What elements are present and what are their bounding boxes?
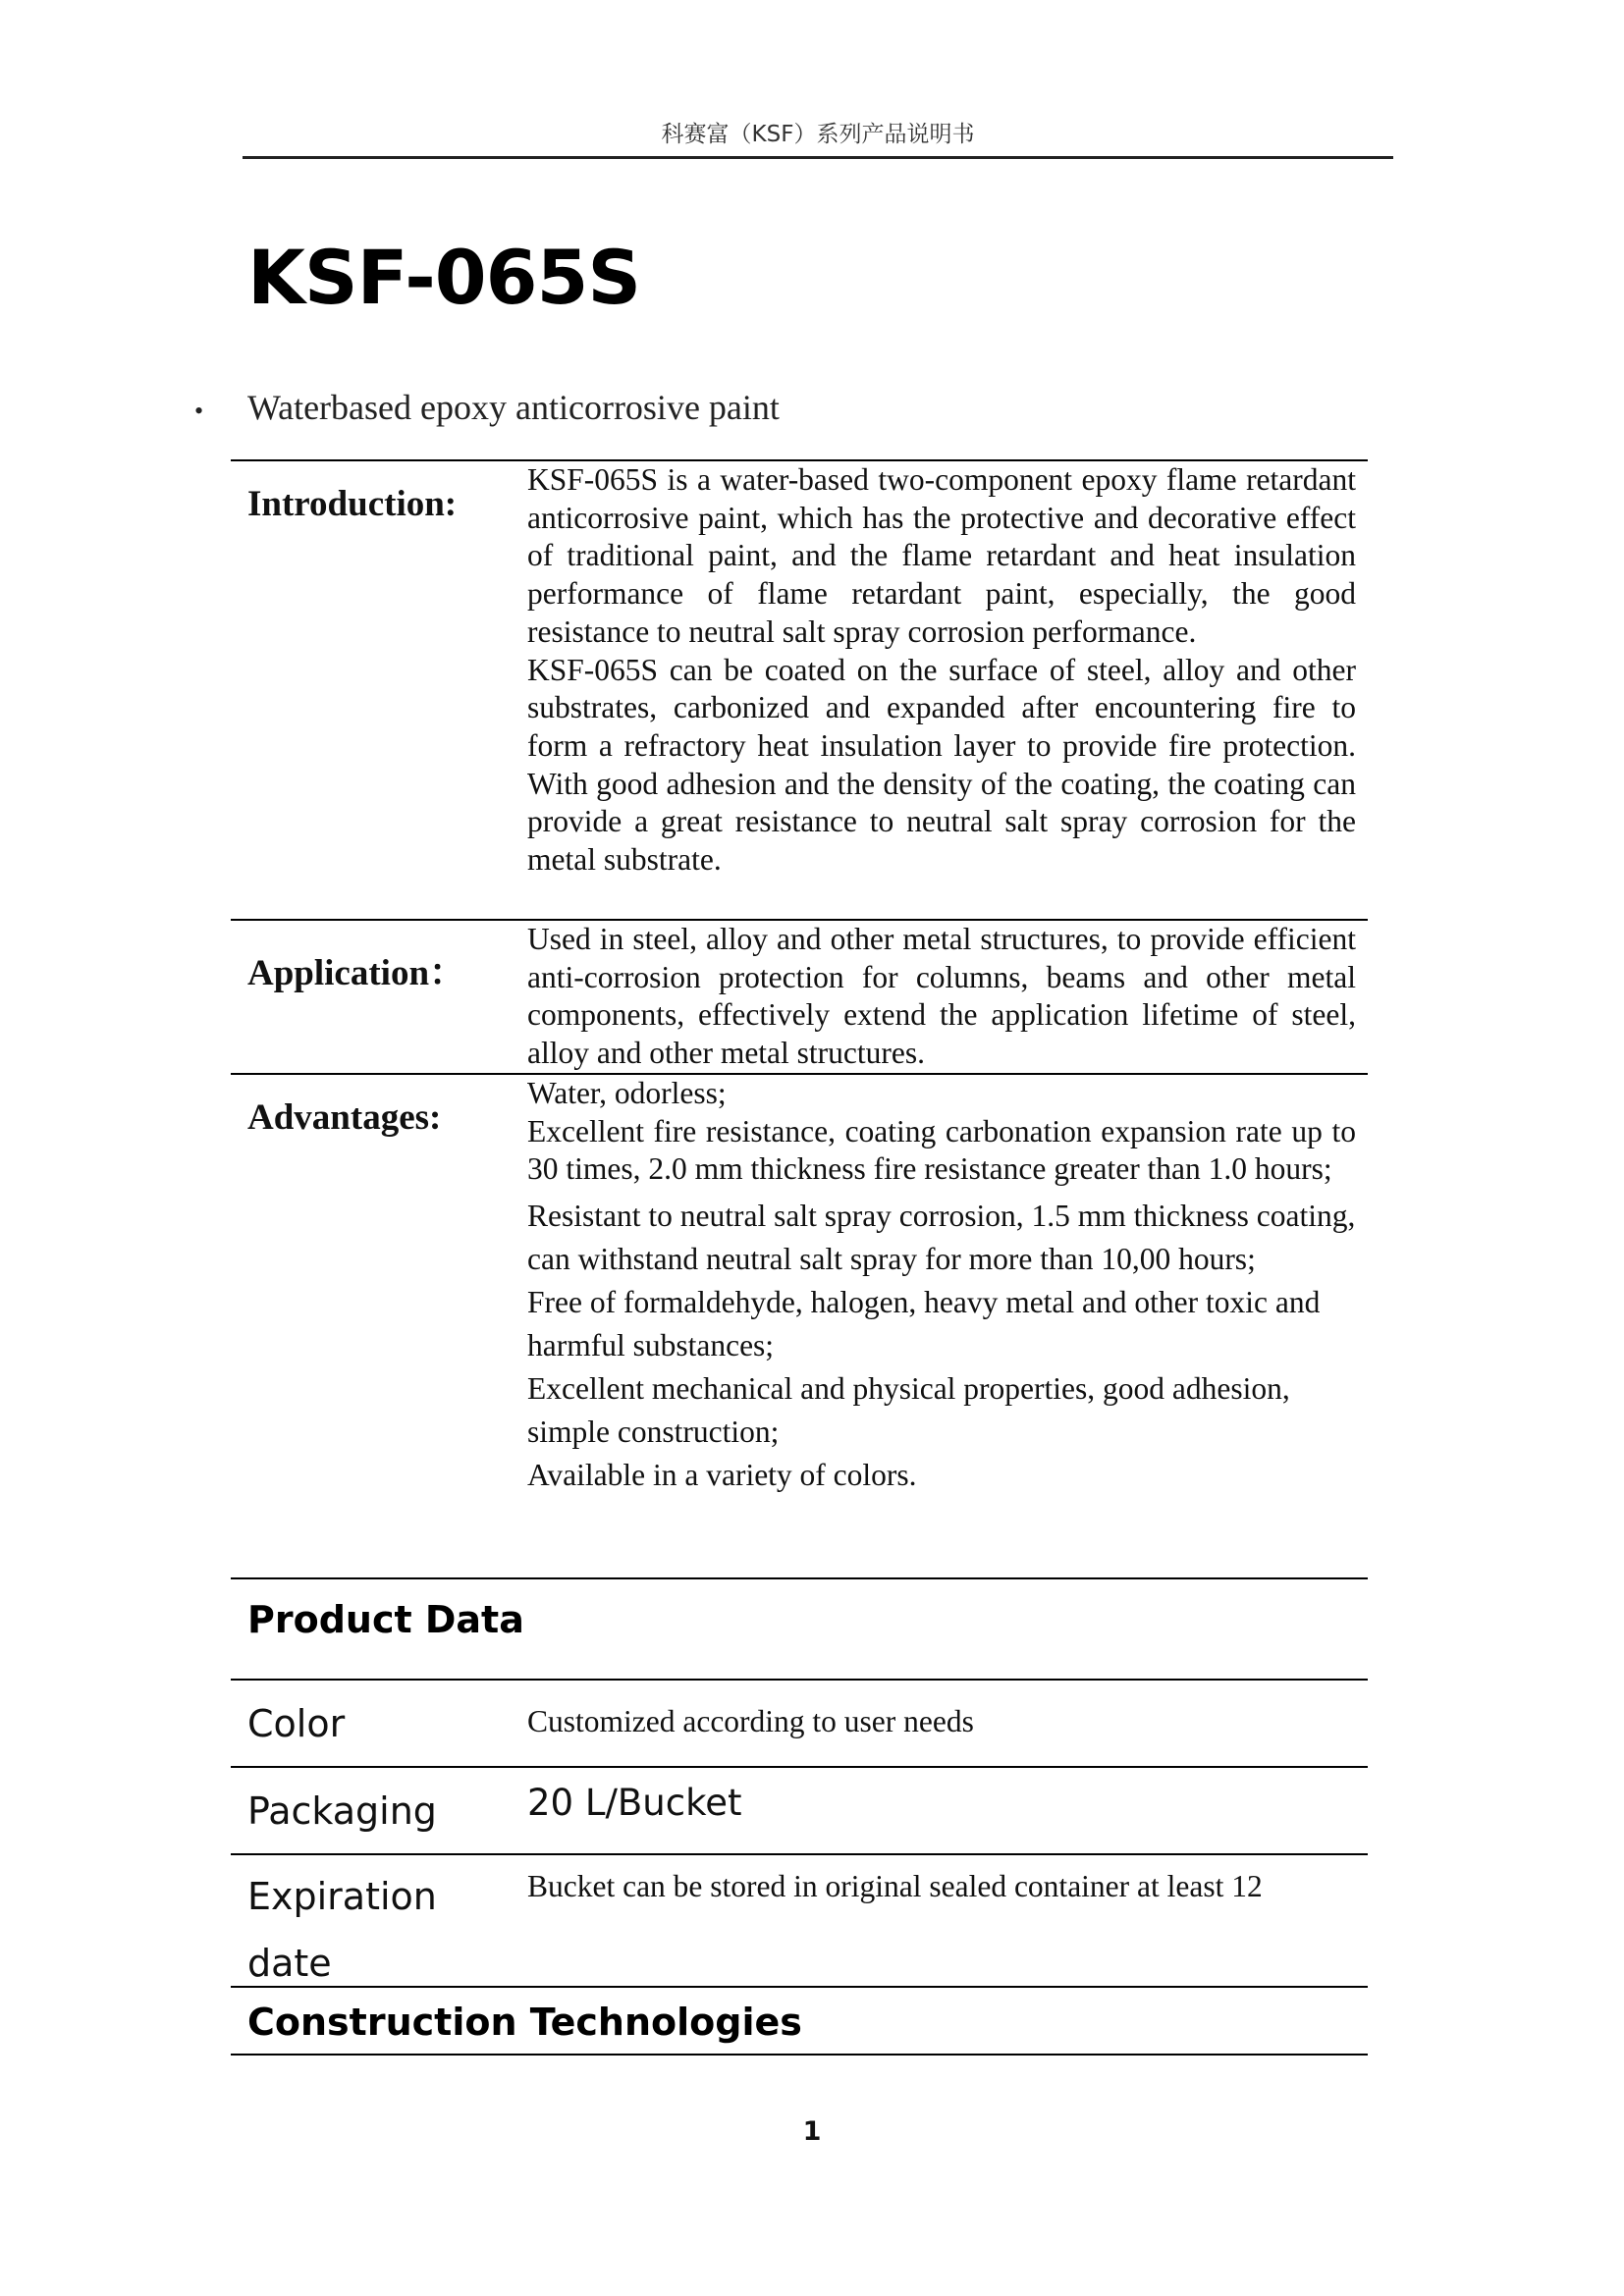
introduction-text bbox=[527, 461, 1368, 919]
page-number: 1 bbox=[802, 2116, 822, 2147]
expiration-label: Expiration date bbox=[247, 1875, 437, 1985]
application-text bbox=[527, 921, 1368, 1073]
specification-table bbox=[231, 459, 1368, 1579]
advantage-item: Free of formaldehyde, halogen, heavy metal and other toxic and harmful substances; bbox=[527, 1285, 1321, 1363]
advantage-item: Resistant to neutral salt spray corrosion, 1.5 mm thickness coating, can withstand neutral salt spray for more than 10,00 hours; bbox=[527, 1199, 1356, 1277]
bullet-icon: • bbox=[194, 396, 204, 425]
introduction-row bbox=[231, 459, 1368, 919]
product-data-row bbox=[231, 1853, 1368, 1988]
application-paragraph: Used in steel, alloy and other metal structures, to provide efficient anti-corrosion protection for columns, beams and other metal components, effectively extend the application lifetime of steel, alloy and other metal structures. bbox=[527, 922, 1356, 1071]
application-row bbox=[231, 919, 1368, 1073]
introduction-label: Introduction: bbox=[247, 484, 458, 524]
application-label: Application： bbox=[247, 953, 466, 993]
advantage-item: Excellent fire resistance, coating carbonation expansion rate up to 30 times, 2.0 mm thickness fire resistance greater than 1.0 hours; bbox=[527, 1113, 1356, 1187]
product-data-row bbox=[231, 1766, 1368, 1853]
advantages-row bbox=[231, 1073, 1368, 1579]
advantage-item: Available in a variety of colors. bbox=[527, 1458, 917, 1493]
document-title: KSF-065S bbox=[247, 234, 641, 321]
subtitle-text: Waterbased epoxy anticorrosive paint bbox=[247, 388, 780, 427]
product-data-table bbox=[231, 1679, 1368, 1988]
color-label: Color bbox=[247, 1702, 346, 1745]
product-subtitle bbox=[194, 387, 780, 428]
packaging-value: 20 L/Bucket bbox=[527, 1782, 742, 1824]
packaging-label: Packaging bbox=[247, 1789, 437, 1833]
construction-heading: Construction Technologies bbox=[231, 2001, 1368, 2056]
expiration-value: Bucket can be stored in original sealed container at least 12 bbox=[527, 1869, 1263, 1903]
advantage-item: Excellent mechanical and physical properties, good adhesion, simple construction; bbox=[527, 1371, 1290, 1450]
advantages-label: Advantages: bbox=[247, 1097, 442, 1138]
product-data-row bbox=[231, 1679, 1368, 1766]
color-value: Customized according to user needs bbox=[527, 1704, 974, 1738]
advantages-list bbox=[527, 1075, 1368, 1577]
product-data-heading: Product Data bbox=[247, 1598, 524, 1641]
running-header: 科赛富（KSF）系列产品说明书 bbox=[243, 116, 1393, 159]
introduction-paragraph: KSF-065S is a water-based two-component epoxy flame retardant anticorrosive paint, which has the protective and decorative effect of traditional paint, and the flame retardant and heat insulation performance of flame retardant paint, especially, the good resistance to neutral salt spray corrosion performance. bbox=[527, 462, 1356, 649]
advantage-item: Water, odorless; bbox=[527, 1076, 727, 1110]
introduction-paragraph: KSF-065S can be coated on the surface of steel, alloy and other substrates, carbonized and expanded after encountering fire to form a refractory heat insulation layer to provide fire protection. With good adhesion and the density of the coating, the coating can provide a great resistance to neutral salt spray corrosion for the metal substrate. bbox=[527, 652, 1356, 878]
